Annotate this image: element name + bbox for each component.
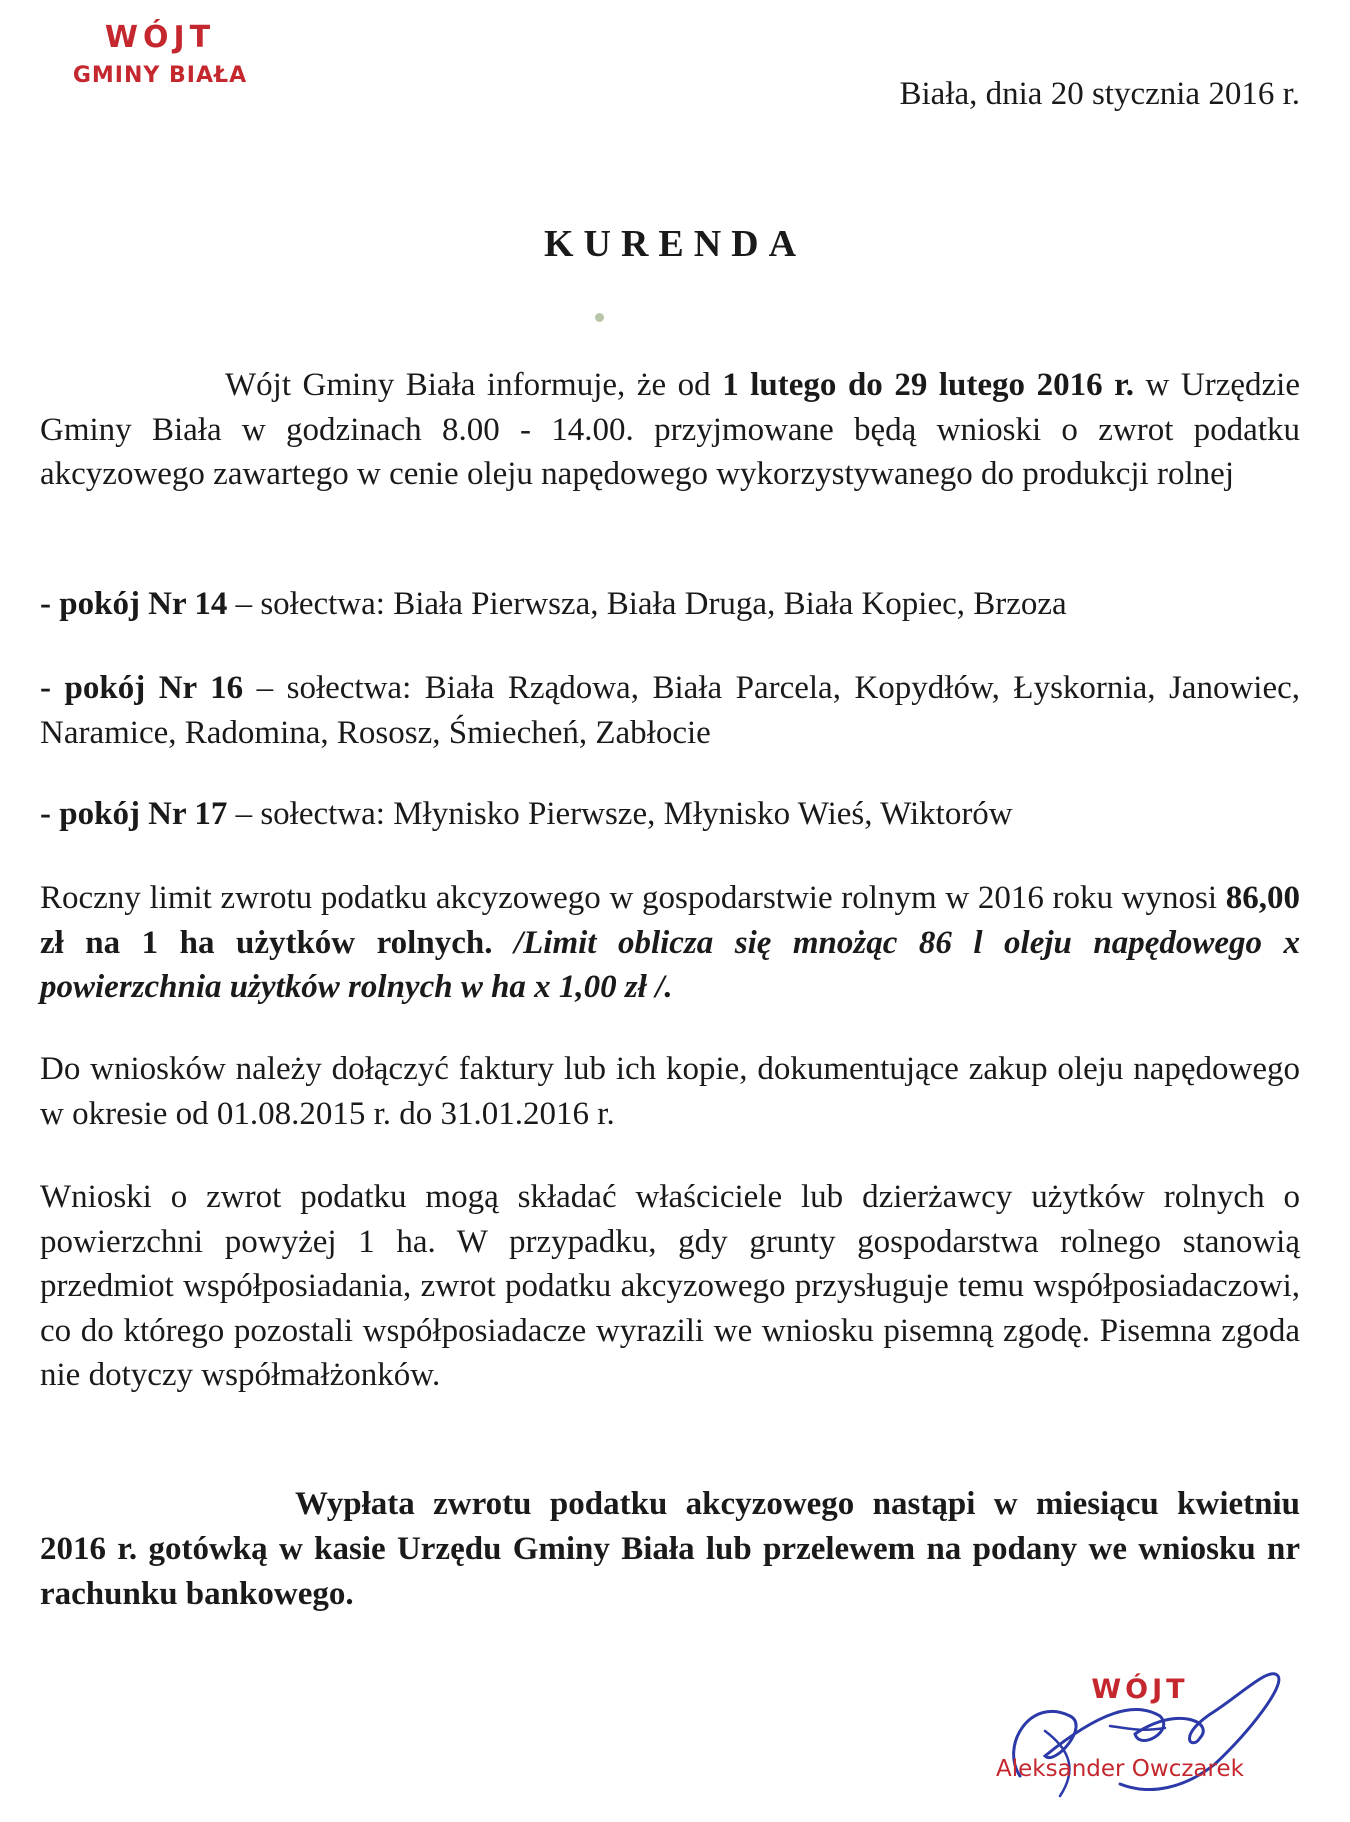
- intro-text-2: w Urzędzie Gminy Biała w godzinach 8.00 - 14.00. przyjmowane będą wnioski o zwrot podatku akcyzowego zawartego w cenie oleju napędowego wykorzystywanego do produkcji rolnej: [40, 367, 1300, 493]
- room-villages: – sołectwa: Biała Pierwsza, Biała Druga, Biała Kopiec, Brzoza: [227, 586, 1067, 622]
- signature-name-stamp: Aleksander Owczarek: [996, 1756, 1244, 1782]
- room-17-entry: [40, 792, 1300, 837]
- intro-text-1: Wójt Gminy Biała informuje, że od: [225, 367, 723, 403]
- room-villages: – sołectwa: Biała Rządowa, Biała Parcela, Kopydłów, Łyskornia, Janowiec, Naramice, Radomina, Rososz, Śmiecheń, Zabłocie: [40, 670, 1301, 751]
- office-stamp: [30, 18, 290, 94]
- stamp-line-2: GMINY BIAŁA: [72, 63, 248, 88]
- room-16-entry: [40, 666, 1300, 755]
- room-label: - pokój Nr 16: [40, 670, 244, 706]
- document-date: Biała, dnia 20 stycznia 2016 r.: [899, 76, 1300, 112]
- limit-text: Roczny limit zwrotu podatku akcyzowego w gospodarstwie rolnym w 2016 roku wynosi: [40, 880, 1226, 916]
- document-title: KURENDA: [543, 223, 807, 265]
- payment-paragraph: Wypłata zwrotu podatku akcyzowego nastąpi w miesiącu kwietniu 2016 r. gotówką w kasie Urzędu Gminy Biała lub przelewem na podany we wniosku nr rachunku bankowego.: [40, 1486, 1300, 1612]
- decorative-dot: [595, 313, 604, 322]
- intro-dates: 1 lutego do 29 lutego 2016 r.: [722, 367, 1134, 403]
- signature-title-stamp: WÓJT: [1091, 1674, 1189, 1705]
- invoices-paragraph: Do wniosków należy dołączyć faktury lub ich kopie, dokumentujące zakup oleju napędowego w okresie od 01.08.2015 r. do 31.01.2016 r.: [40, 1051, 1300, 1132]
- limit-formula: /Limit oblicza się mnożąc 86 l oleju napędowego x powierzchnia użytków rolnych w ha x 1,00 zł /.: [40, 924, 1300, 1006]
- limit-amount: 86,00 zł na 1 ha użytków rolnych.: [40, 880, 1300, 961]
- stamp-line-1: WÓJT: [104, 20, 216, 55]
- limit-paragraph: [40, 876, 1300, 1010]
- eligibility-paragraph: Wnioski o zwrot podatku mogą składać właściciele lub dzierżawcy użytków rolnych o powierzchni powyżej 1 ha. W przypadku, gdy grunty gospodarstwa rolnego stanowią przedmiot współposiadania, zwrot podatku akcyzowego przysługuje temu współposiadaczowi, co do którego pozostali współposiadacze wyrazili we wniosku pisemną zgodę. Pisemna zgoda nie dotyczy współmałżonków.: [40, 1179, 1300, 1394]
- intro-paragraph: [40, 363, 1300, 497]
- signature-block: [960, 1656, 1310, 1816]
- room-label: - pokój Nr 14: [40, 586, 228, 622]
- room-14-entry: [40, 582, 1300, 627]
- room-label: - pokój Nr 17: [40, 796, 228, 832]
- room-villages: – sołectwa: Młynisko Pierwsze, Młynisko Wieś, Wiktorów: [227, 796, 1013, 832]
